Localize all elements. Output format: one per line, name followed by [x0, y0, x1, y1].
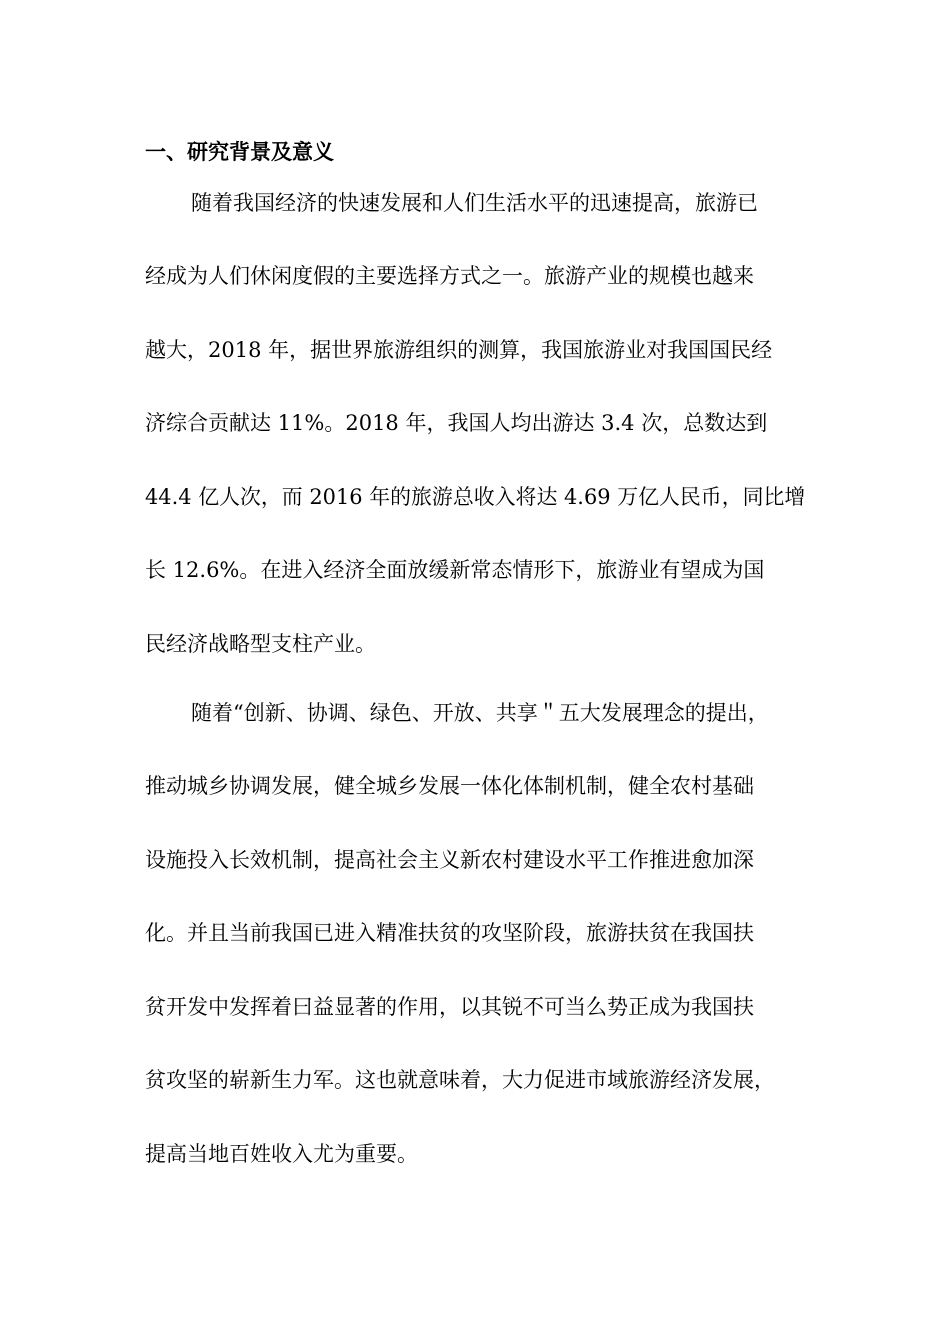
paragraph-line: 经成为人们休闲度假的主要选择方式之一。旅游产业的规模也越来	[145, 264, 754, 288]
paragraph-line: 随着“创新、协调、绿色、开放、共享＂五大发展理念的提出，	[191, 701, 769, 725]
paragraph-line: 长 12.6%。在进入经济全面放缓新常态情形下，旅游业有望成为国	[145, 558, 765, 582]
section-heading: 一、研究背景及意义	[145, 140, 334, 164]
paragraph-line: 贫开发中发挥着曰益显著的作用，以其锐不可当么势正成为我国扶	[145, 995, 754, 1019]
paragraph-line: 推动城乡协调发展，健全城乡发展一体化体制机制，健全农村基础	[145, 774, 754, 798]
paragraph-line: 越大，2018 年，据世界旅游组织的测算，我国旅游业对我国国民经	[145, 338, 773, 362]
paragraph-line: 济综合贡献达 11%。2018 年，我国人均出游达 3.4 次，总数达到	[145, 411, 768, 435]
paragraph-line: 随着我国经济的快速发展和人们生活水平的迅速提高，旅游已	[191, 191, 758, 215]
paragraph-line: 设施投入长效机制，提高社会主义新农村建设水平工作推进愈加深	[145, 848, 754, 872]
paragraph-line: 提高当地百姓收入尤为重要。	[145, 1142, 418, 1166]
paragraph-line: 44.4 亿人次，而 2016 年的旅游总收入将达 4.69 万亿人民币，同比增	[145, 485, 806, 509]
paragraph-line: 化。并且当前我国已进入精准扶贫的攻坚阶段，旅游扶贫在我国扶	[145, 921, 754, 945]
paragraph-line: 贫攻坚的崭新生力军。这也就意味着，大力促进市域旅游经济发展，	[145, 1068, 775, 1092]
paragraph-line: 民经济战略型支柱产业。	[145, 632, 376, 656]
